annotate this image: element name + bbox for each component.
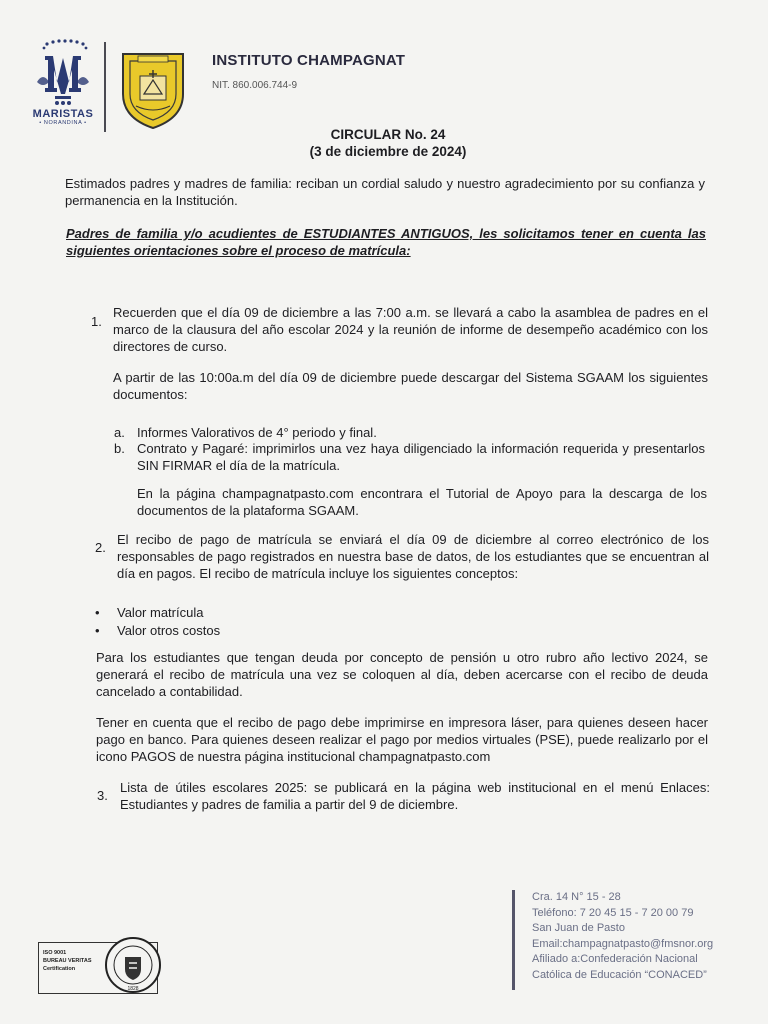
maristas-sublabel: • NORANDINA • — [39, 120, 87, 126]
school-name: INSTITUTO CHAMPAGNAT — [212, 52, 406, 69]
item-2-paragraph: El recibo de pago de matrícula se enviará el día 09 de diciembre al correo electrónico de los responsables de pago registrados en nuestra base de datos, de los estudiantes que se encuentran al día en pagos. El recibo de matrícula incluye los siguientes conceptos: — [117, 532, 709, 581]
payment-paragraph: Tener en cuenta que el recibo de pago debe imprimirse en impresora láser, para quienes deseen hacer pago en banco. Para quienes deseen realizar el pago por medios virtuales (PSE), puede realizarlo por el icono PAGOS de nuestra página institucional champagnatpasto.com — [96, 715, 708, 764]
footer-address: Cra. 14 N° 15 - 28 — [532, 891, 621, 903]
footer-affiliation-2: Católica de Educación “CONACED” — [532, 968, 707, 981]
notice-heading: Padres de familia y/o acudientes de ESTUDIANTES ANTIGUOS, les solicitamos tener en cuenta las siguientes orientaciones sobre el proceso de matrícula: — [66, 226, 706, 258]
circular-date: (3 de diciembre de 2024) — [309, 144, 467, 159]
circular-number: CIRCULAR No. 24 — [330, 127, 446, 142]
bv-cert-label: Certification — [43, 966, 76, 972]
list-item-a: Informes Valorativos de 4° periodo y final. — [137, 425, 377, 440]
item-1-download-paragraph: A partir de las 10:00a.m del día 09 de diciembre puede descargar del Sistema SGAAM los siguientes documentos: — [113, 370, 708, 402]
bullet-dot-1: • — [95, 605, 100, 620]
maristas-emblem-icon — [33, 38, 93, 108]
circular-heading — [0, 126, 768, 160]
bullet-item-2: Valor otros costos — [117, 623, 221, 638]
bullet-item-1: Valor matrícula — [117, 605, 204, 620]
shield-icon — [118, 48, 188, 130]
bullet-dot-2: • — [95, 623, 100, 638]
bureau-veritas-certification — [38, 942, 158, 994]
item-1-tutorial-paragraph: En la página champagnatpasto.com encontrara el Tutorial de Apoyo para la descarga de los documentos de la plataforma SGAAM. — [137, 486, 707, 518]
bv-label: BUREAU VERITAS — [43, 958, 92, 964]
bv-text-block — [43, 949, 92, 973]
intro-paragraph: Estimados padres y madres de familia: reciban un cordial saludo y nuestro agradecimiento por su confianza y permanencia en la Institución. — [65, 176, 705, 208]
maristas-logo — [28, 38, 98, 138]
footer-affiliation-1: Afiliado a:Confederación Nacional — [532, 953, 698, 966]
item-number-3: 3. — [97, 788, 108, 803]
maristas-label: MARISTAS — [32, 108, 94, 120]
item-3-paragraph: Lista de útiles escolares 2025: se publicará en la página web institucional en el menú Enlaces: Estudiantes y padres de familia a partir del 9 de diciembre. — [120, 780, 710, 812]
footer-divider — [512, 890, 515, 990]
footer-contact — [532, 890, 713, 984]
iso-label: ISO 9001 — [43, 950, 67, 956]
school-nit: NIT. 860.006.744-9 — [212, 80, 298, 91]
debt-paragraph: Para los estudiantes que tengan deuda por concepto de pensión u otro rubro año lectivo 2024, se generará el recibo de matrícula una vez se coloquen al día, deben acercarse con el recibo de deuda cancelado a contabilidad. — [96, 650, 708, 699]
item-1-paragraph: Recuerden que el día 09 de diciembre a las 7:00 a.m. se llevará a cabo la asamblea de padres en el marco de la clausura del año escolar 2024 y la reunión de informe de desempeño académico con los directores de curso. — [113, 305, 708, 354]
list-item-b: Contrato y Pagaré: imprimirlos una vez haya diligenciado la información requerida y presentarlos SIN FIRMAR el día de la matrícula. — [137, 441, 705, 473]
bv-year: 1828 — [127, 986, 139, 992]
footer-phone: Teléfono: 7 20 45 15 - 7 20 00 79 — [532, 906, 694, 919]
footer-email: Email:champagnatpasto@fmsnor.org — [532, 937, 714, 950]
list-marker-a: a. — [114, 425, 125, 440]
item-number-2: 2. — [95, 540, 106, 555]
bureau-veritas-seal-icon — [103, 935, 163, 995]
item-number-1: 1. — [91, 314, 102, 329]
footer-city: San Juan de Pasto — [532, 922, 625, 935]
champagnat-shield-logo — [118, 48, 188, 130]
list-marker-b: b. — [114, 441, 125, 456]
header-divider — [104, 42, 106, 132]
